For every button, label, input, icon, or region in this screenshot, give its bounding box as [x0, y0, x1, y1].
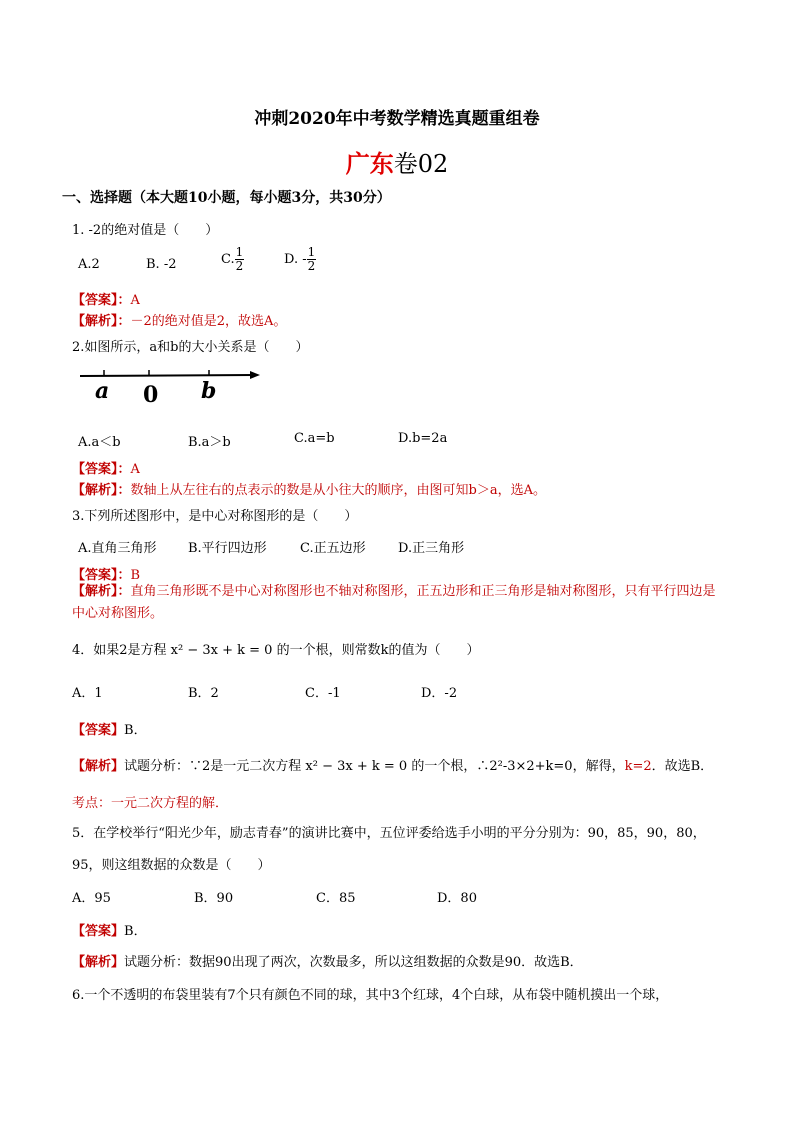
page-title: 冲刺2020年中考数学精选真题重组卷 [254, 109, 540, 129]
q4-knowledge-point: 考点：一元二次方程的解． [72, 796, 229, 811]
q2-option-b: B.a＞b [188, 435, 231, 450]
label-0: 0 [143, 382, 159, 408]
label-a: a [95, 378, 110, 404]
q1-option-a: A.2 [78, 257, 100, 272]
arrow-right-icon [250, 371, 260, 379]
q4-option-c: C．-1 [305, 686, 341, 701]
q4-option-a: A．1 [72, 686, 103, 701]
q2-answer: 【答案】：A [72, 462, 140, 477]
q5-option-d: D．80 [437, 891, 477, 906]
q1-explanation: 【解析】：－2的绝对值是2，故选A。 [72, 314, 287, 329]
q3-option-a: A.直角三角形 [78, 541, 157, 556]
page-subtitle [0, 144, 794, 179]
question-3-stem: 3.下列所述图形中，是中心对称图形的是（ ） [72, 509, 358, 524]
q3-answer: 【答案】：B [72, 568, 141, 583]
label-b: b [201, 378, 217, 404]
question-2-stem: 2.如图所示，a和b的大小关系是（ ） [72, 340, 309, 355]
question-5-stem-line2: 95，则这组数据的众数是（ ） [72, 858, 271, 873]
q5-option-b: B．90 [194, 891, 234, 906]
q5-option-c: C．85 [316, 891, 356, 906]
q1-option-c: C. $\frac{1}{2}$ [221, 245, 244, 273]
q1-answer: 【答案】：A [72, 293, 140, 308]
q2-option-c: C.a=b [294, 431, 335, 446]
q4-answer: 【答案】B． [72, 723, 147, 738]
q2-explanation: 【解析】：数轴上从左往右的点表示的数是从小往大的顺序，由图可知b＞a，选A。 [72, 483, 546, 498]
question-4-stem: 4．如果2是方程 x² − 3x + k = 0 的一个根，则常数k的值为（ ） [72, 643, 480, 658]
q1-option-d: D. - $\frac{1}{2}$ [284, 245, 316, 273]
q5-answer: 【答案】B． [72, 924, 147, 939]
fraction-half: $\frac{1}{2}$ [235, 245, 244, 273]
q5-explanation: 【解析】试题分析：数据90出现了两次，次数最多，所以这组数据的众数是90．故选B． [72, 955, 583, 970]
q3-option-d: D.正三角形 [398, 541, 465, 556]
q4-option-d: D．-2 [421, 686, 458, 701]
q4-explanation: 【解析】试题分析：∵2是一元二次方程 x² − 3x + k = 0 的一个根，∴2²-3×2+k=0，解得，k=2．故选B． [72, 759, 714, 774]
q3-explanation: 【解析】：直角三角形既不是中心对称图形也不轴对称图形，正五边形和正三角形是轴对称图形，只有平行四边是中心对称图形。 [72, 584, 716, 621]
number-line-axis [80, 375, 254, 376]
subtitle-region: 广东 [345, 149, 394, 178]
q1-option-b: B. -2 [146, 257, 177, 272]
subtitle-rest: 卷02 [393, 150, 449, 178]
q5-option-a: A．95 [72, 891, 111, 906]
section-heading: 一、选择题（本大题10小题，每小题3分，共30分） [62, 190, 391, 206]
q4-option-b: B．2 [188, 686, 219, 701]
number-line [74, 362, 264, 408]
q2-option-d: D.b=2a [398, 431, 448, 446]
question-6-stem: 6.一个不透明的布袋里装有7个只有颜色不同的球，其中3个红球，4个白球，从布袋中随机摸出一个球， [72, 988, 669, 1003]
q2-option-a: A.a＜b [78, 435, 121, 450]
q3-option-c: C.正五边形 [300, 541, 366, 556]
question-5-stem-line1: 5．在学校举行“阳光少年，励志青春”的演讲比赛中，五位评委给选手小明的平分分别为：90，85，90，80， [72, 826, 706, 841]
q3-option-b: B.平行四边形 [188, 541, 267, 556]
fraction-half: $\frac{1}{2}$ [307, 245, 316, 273]
question-1-stem: 1. -2的绝对值是（ ） [72, 223, 219, 238]
